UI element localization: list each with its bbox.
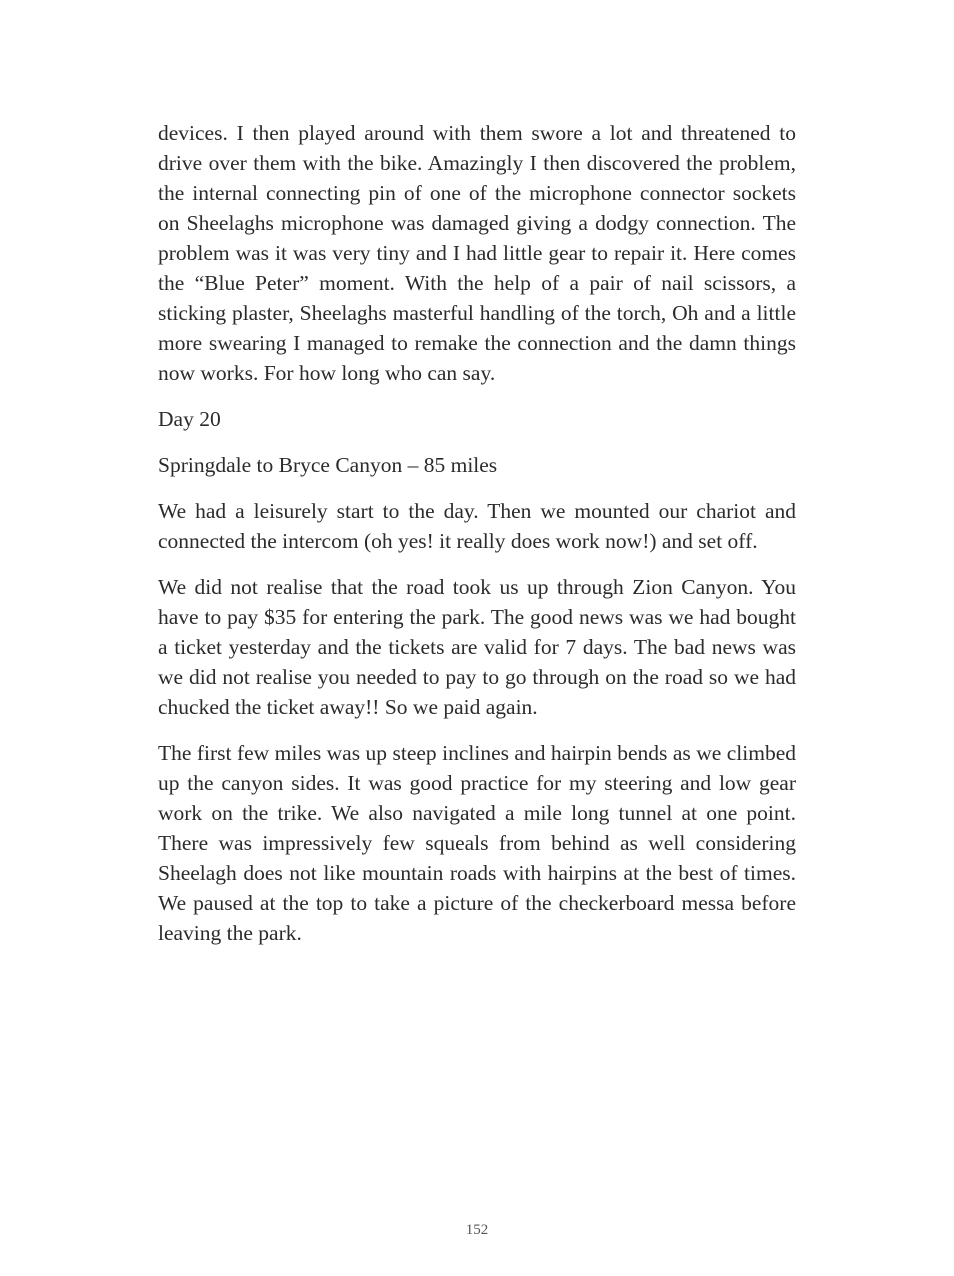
paragraph-start-of-day: We had a leisurely start to the day. Then we mounted our chariot and connected the intercom (oh yes! it really does work now!) and set off. [158,499,796,553]
page-number: 152 [465,1222,489,1238]
page-body [158,118,796,964]
paragraph-zion-canyon: We did not realise that the road took us up through Zion Canyon. You have to pay $35 for entering the park. The good news was we had bought a ticket yesterday and the tickets are valid for 7 days. The bad news was we did not realise you needed to pay to go through on the road so we had chucked the ticket away!! So we paid again. [158,575,796,719]
day-heading: Day 20 [158,407,221,431]
paragraph-intercom-repair: devices. I then played around with them swore a lot and threatened to drive over them with the bike. Amazingly I then discovered the problem, the internal connecting pin of one of the microphone connector sockets on Sheelaghs microphone was damaged giving a dodgy connection. The problem was it was very tiny and I had little gear to repair it. Here comes the “Blue Peter” moment. With the help of a pair of nail scissors, a sticking plaster, Sheelaghs masterful handling of the torch, Oh and a little more swearing I managed to remake the connection and the damn things now works. For how long who can say. [158,121,796,385]
paragraph-canyon-climb: The first few miles was up steep inclines and hairpin bends as we climbed up the canyon sides. It was good practice for my steering and low gear work on the trike. We also navigated a mile long tunnel at one point. There was impressively few squeals from behind as well considering Sheelagh does not like mountain roads with hairpins at the best of times. We paused at the top to take a picture of the checkerboard messa before leaving the park. [158,741,796,945]
route-heading: Springdale to Bryce Canyon – 85 miles [158,453,498,477]
